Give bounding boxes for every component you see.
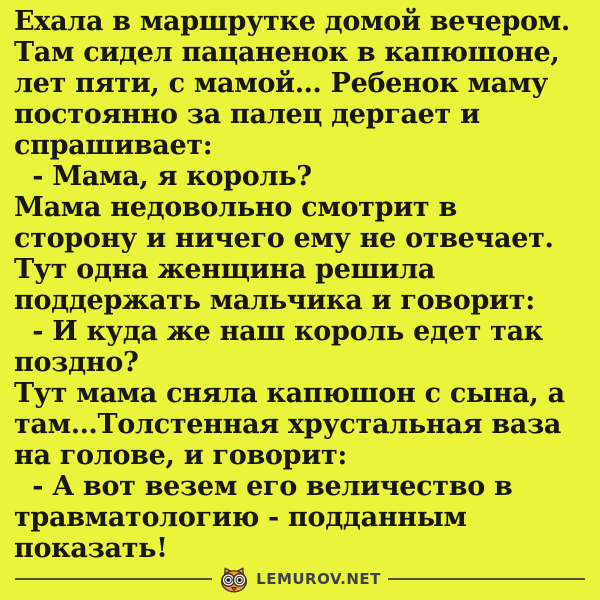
site-name: LEMUROV.NET bbox=[256, 570, 381, 588]
joke-line: сторону и ничего ему не отвечает. bbox=[14, 223, 554, 254]
divider-line-left bbox=[15, 578, 212, 580]
joke-line: там…Толстенная хрустальная ваза bbox=[14, 409, 562, 440]
joke-line: поздно? bbox=[14, 347, 139, 378]
owl-icon bbox=[219, 566, 249, 593]
joke-line-dialogue: - Мама, я король? bbox=[14, 161, 312, 192]
joke-line: постоянно за палец дергает и bbox=[14, 99, 480, 130]
joke-line: показать! bbox=[14, 533, 168, 564]
joke-text bbox=[14, 6, 594, 564]
joke-line: на голове, и говорит: bbox=[14, 440, 348, 471]
joke-line: лет пяти, с мамой… Ребенок маму bbox=[14, 68, 549, 99]
joke-line-dialogue: - А вот везем его величество в bbox=[14, 471, 513, 502]
joke-line-dialogue: - И куда же наш король едет так bbox=[14, 316, 543, 347]
joke-line: поддержать мальчика и говорит: bbox=[14, 285, 535, 316]
joke-line: Ехала в маршрутке домой вечером. bbox=[14, 6, 570, 37]
joke-line: Там сидел пацаненок в капюшоне, bbox=[14, 37, 560, 68]
joke-line: спрашивает: bbox=[14, 130, 213, 161]
joke-line: Тут мама сняла капюшон с сына, а bbox=[14, 378, 565, 409]
divider-line-right bbox=[388, 578, 585, 580]
joke-line: Мама недовольно смотрит в bbox=[14, 192, 457, 223]
joke-line: Тут одна женщина решила bbox=[14, 254, 436, 285]
joke-line: травматологию - подданным bbox=[14, 502, 467, 533]
footer bbox=[15, 564, 585, 594]
